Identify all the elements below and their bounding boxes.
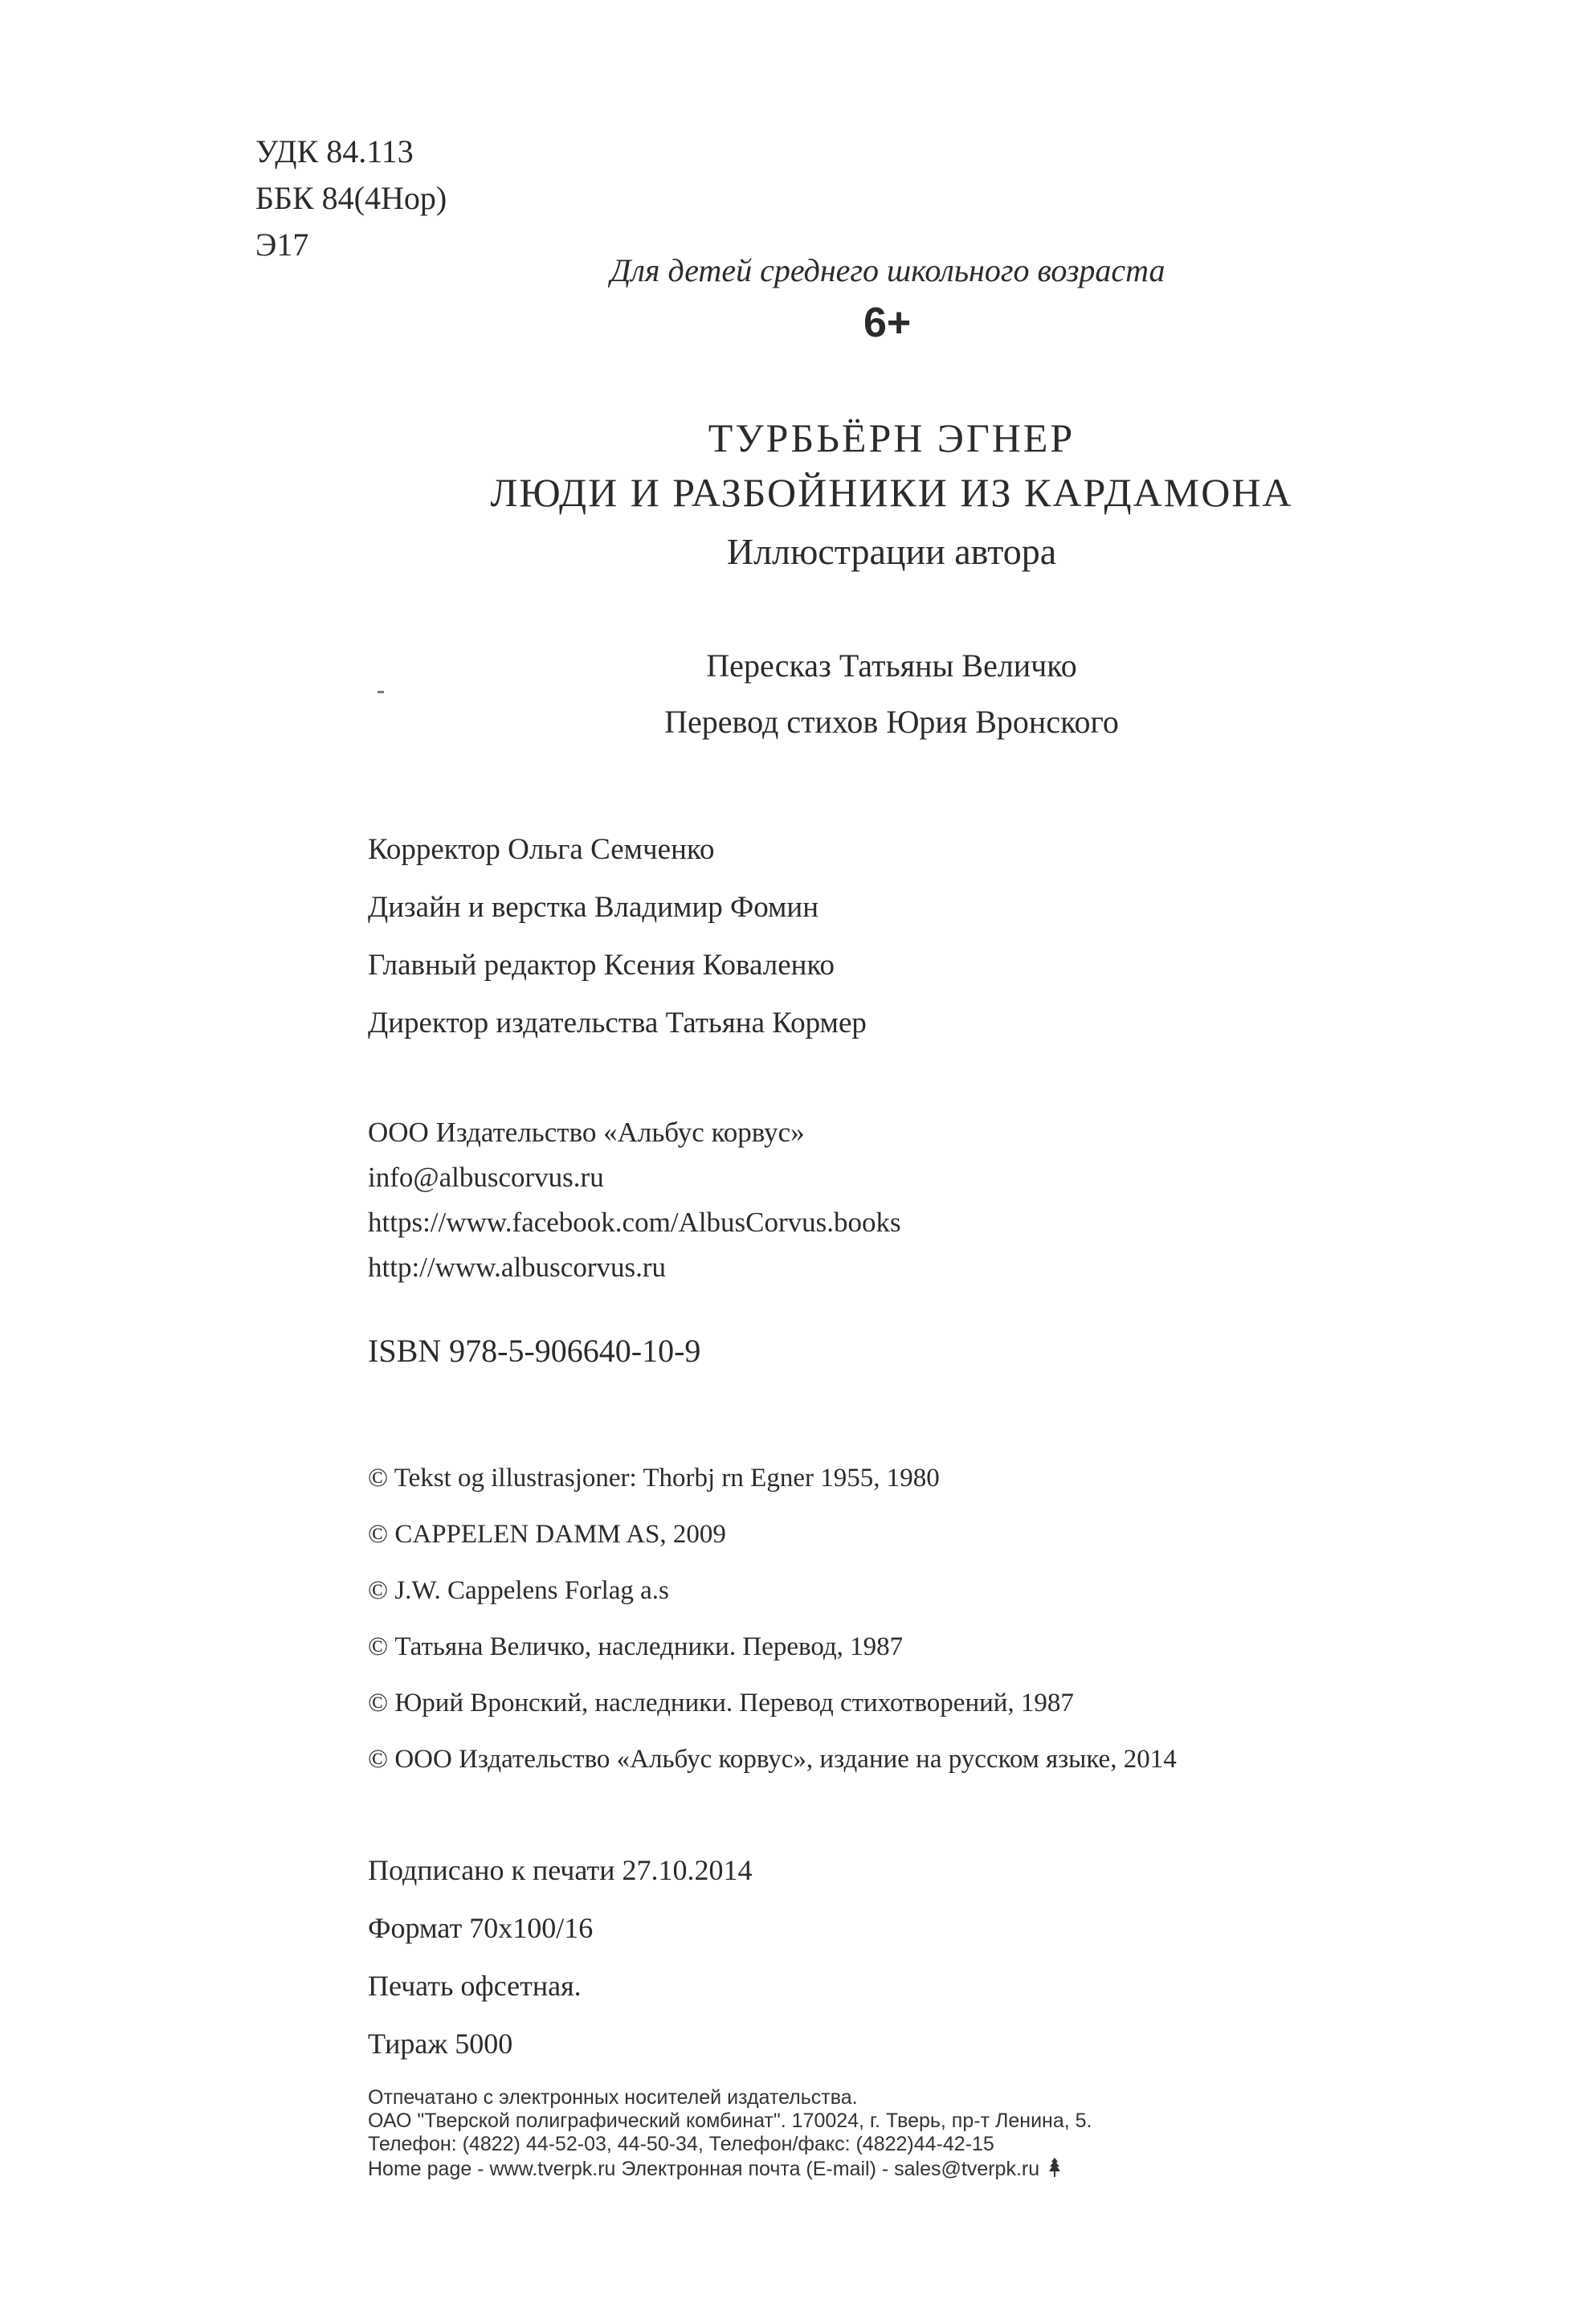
printer-line — [368, 2156, 1092, 2181]
poems-translation-credit: Перевод стихов Юрия Вронского — [664, 704, 1119, 740]
author-sign-code: Э17 — [255, 227, 309, 263]
publisher-name: ООО Издательство «Альбус корвус» — [368, 1117, 805, 1148]
publisher-website: http://www.albuscorvus.ru — [368, 1252, 667, 1283]
book-author: ТУРБЬЁРН ЭГНЕР — [708, 415, 1076, 460]
printer-logo-icon — [1046, 2156, 1063, 2179]
copyright-line: © Юрий Вронский, наследники. Перевод стихотворений, 1987 — [368, 1689, 1074, 1717]
staff-director: Директор издательства Татьяна Кормер — [368, 1007, 867, 1039]
copyright-line: © ООО Издательство «Альбус корвус», издание на русском языке, 2014 — [368, 1745, 1177, 1774]
signed-to-print: Подписано к печати 27.10.2014 — [368, 1854, 753, 1886]
age-rating: 6+ — [863, 300, 912, 346]
printer-contact: Home page - www.tverpk.ru Электронная почта (E-mail) - sales@tverpk.ru — [368, 2158, 1040, 2180]
imprint-details — [368, 1841, 752, 2073]
retelling-credit: Пересказ Татьяны Величко — [706, 647, 1077, 684]
book-title: ЛЮДИ И РАЗБОЙНИКИ ИЗ КАРДАМОНА — [490, 470, 1293, 515]
publisher-facebook: https://www.facebook.com/AlbusCorvus.books — [368, 1207, 901, 1238]
isbn: ISBN 978-5-906640-10-9 — [368, 1333, 701, 1369]
staff-chief-editor: Главный редактор Ксения Коваленко — [368, 949, 835, 982]
printer-line: Телефон: (4822) 44-52-03, 44-50-34, Телефон/факс: (4822)44-42-15 — [368, 2133, 994, 2155]
print-type: Печать офсетная. — [368, 1970, 582, 2002]
bbk-code: ББК 84(4Нор) — [255, 180, 447, 216]
copyright-line: © Татьяна Величко, наследники. Перевод, 1987 — [368, 1632, 904, 1661]
format: Формат 70x100/16 — [368, 1912, 594, 1944]
copyright-list — [368, 1450, 1177, 1787]
staff-proofreader: Корректор Ольга Семченко — [368, 833, 715, 866]
publisher-email: info@albuscorvus.ru — [368, 1162, 604, 1193]
catalog-codes — [255, 129, 447, 268]
print-run: Тираж 5000 — [368, 2028, 513, 2060]
copyright-line: © Tekst og illustrasjoner: Thorbj rn Egner 1955, 1980 — [368, 1464, 940, 1493]
publisher-info — [368, 1110, 901, 1290]
age-note: Для детей среднего школьного возраста — [610, 252, 1165, 288]
printer-line: ОАО "Тверской полиграфический комбинат". 170024, г. Тверь, пр-т Ленина, 5. — [368, 2110, 1092, 2132]
printer-line: Отпечатано с электронных носителей издательства. — [368, 2086, 858, 2109]
copyright-line: © J.W. Cappelens Forlag a.s — [368, 1576, 669, 1605]
print-speck — [378, 691, 384, 693]
printer-info — [368, 2086, 1092, 2181]
copyright-line: © CAPPELEN DAMM AS, 2009 — [368, 1520, 726, 1549]
staff-list — [368, 821, 867, 1052]
udk-code: УДК 84.113 — [255, 133, 414, 170]
staff-designer: Дизайн и верстка Владимир Фомин — [368, 891, 819, 924]
illustrations-credit: Иллюстрации автора — [726, 531, 1057, 572]
